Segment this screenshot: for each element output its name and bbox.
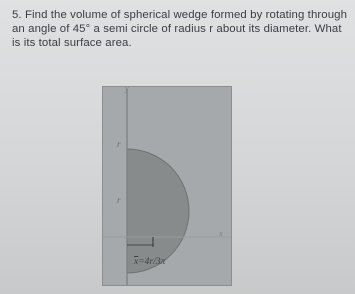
semicircle-figure (102, 86, 232, 286)
x-axis-label: x (219, 229, 223, 238)
problem-text: 5. Find the volume of spherical wedge formed by rotating through an angle of 45° a semi circle of radius r about its diameter. What is its total surface area. (12, 9, 348, 50)
centroid-label (134, 257, 165, 267)
semicircle-shape (127, 149, 189, 273)
semicircle-diagram (103, 87, 231, 285)
radius-label-top: r (117, 139, 121, 149)
centroid-var: $\overline{x}$ (134, 257, 139, 267)
y-axis-label: y (125, 84, 129, 93)
centroid-expr: =4r/3π (138, 257, 166, 267)
radius-label-bottom: r (117, 195, 121, 205)
